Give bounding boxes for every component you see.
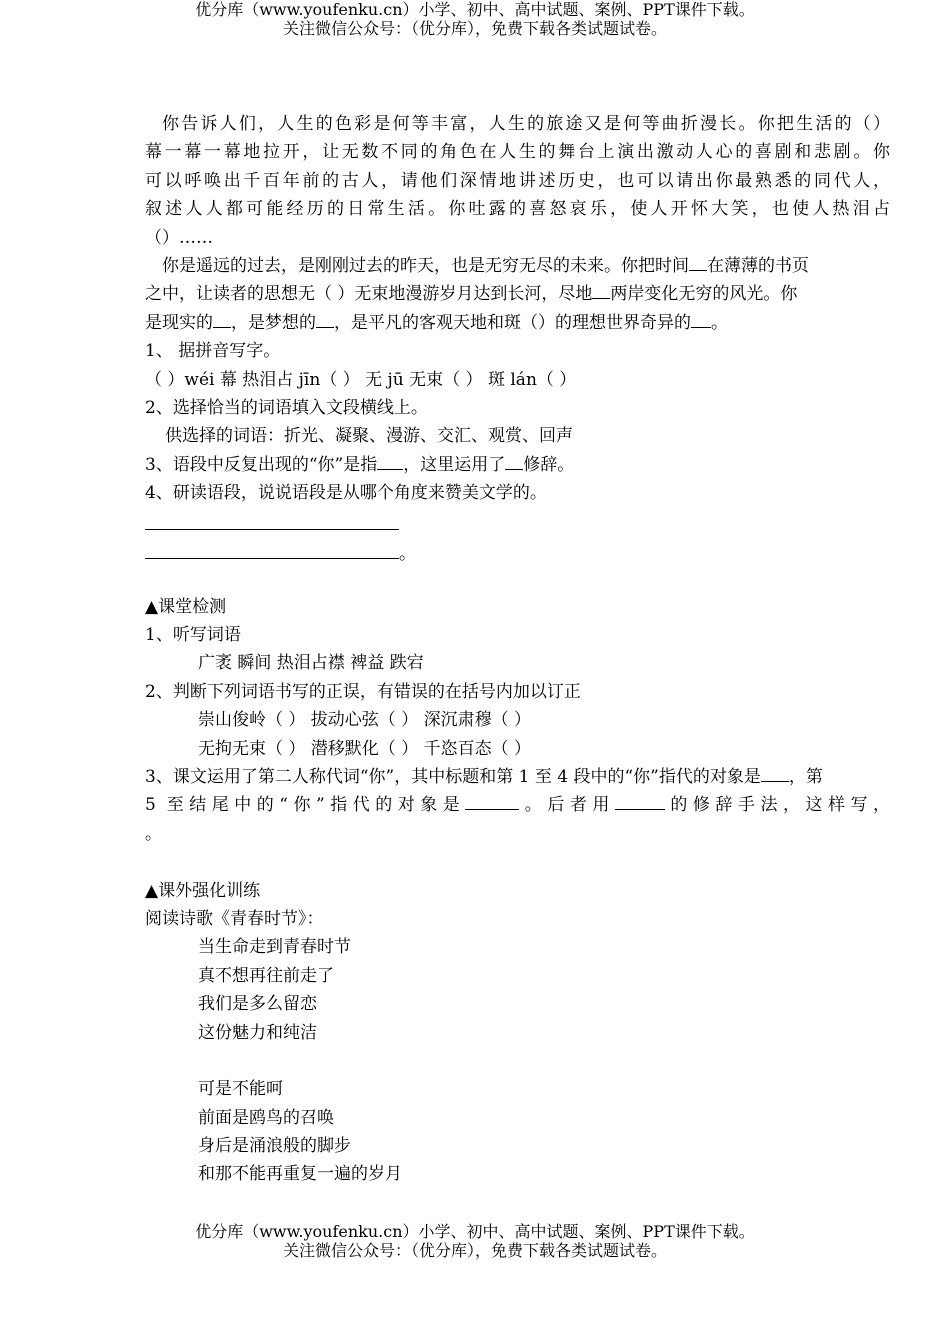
section-title: ▲课外强化训练 <box>145 880 261 901</box>
question-text: 5 至结尾中的“你”指代的对象是 <box>145 795 466 816</box>
question-2-words: 供选择的词语：折光、凝聚、漫游、交汇、观赏、回声 <box>165 426 573 447</box>
fill-blank[interactable] <box>691 311 711 328</box>
question-3 <box>145 451 890 479</box>
passage-text: 。 <box>711 312 728 333</box>
poem-line: 和那不能再重复一遍的岁月 <box>198 1164 402 1185</box>
answer-end: 。 <box>399 543 416 564</box>
fill-blank[interactable] <box>592 282 610 299</box>
question-text: 修辞。 <box>523 454 575 475</box>
classroom-question-2: 2、判断下列词语书写的正误，有错误的在括号内加以订正 <box>145 681 581 702</box>
fill-blank[interactable] <box>465 793 519 810</box>
passage-line: （）…… <box>145 227 213 248</box>
passage-text: 是现实的 <box>145 312 213 333</box>
passage-text: ，是梦想的 <box>231 312 316 333</box>
answer-line <box>145 536 890 564</box>
fill-blank[interactable] <box>377 453 403 470</box>
passage-line: 你告诉人们，人生的色彩是何等丰富，人生的旅途又是何等曲折漫长。你把生活的（） <box>162 114 890 134</box>
poem-line: 当生命走到青春时节 <box>198 937 351 958</box>
poem-line: 可是不能呵 <box>198 1079 283 1100</box>
answer-blank[interactable] <box>145 536 399 559</box>
fill-blank[interactable] <box>316 311 334 328</box>
passage-line <box>145 252 890 280</box>
poem-line: 前面是鸥鸟的召唤 <box>198 1107 334 1128</box>
question-1-items: （ ）wéi 幕 热泪占 jīn（ ） 无 jū 无束（ ） 斑 lán（ ） <box>145 369 577 390</box>
answer-blank[interactable] <box>145 507 399 530</box>
question-1: 1、 据拼音写字。 <box>145 341 281 362</box>
dictation-words: 广袤 瞬间 热泪占襟 裨益 跌宕 <box>198 653 424 674</box>
fill-blank[interactable] <box>761 765 789 782</box>
correction-row: 崇山俊岭（ ） 拔动心弦（ ） 深沉肃穆（ ） <box>198 710 532 731</box>
passage-text: 你是遥远的过去，是刚刚过去的昨天，也是无穷无尽的未来。你把时间 <box>162 255 689 276</box>
passage-text: 在薄薄的书页 <box>707 255 809 276</box>
passage-line: 可以呼唤出千百年前的古人，请他们深情地讲述历史，也可以请出你最熟悉的同代人， <box>145 170 890 191</box>
passage-text: ，是平凡的客观天地和斑（）的理想世界奇异的 <box>334 312 691 333</box>
header-line-2: 关注微信公众号：（优分库），免费下载各类试题试卷。 <box>282 19 667 38</box>
footer-line-2: 关注微信公众号：（优分库），免费下载各类试题试卷。 <box>282 1241 667 1260</box>
answer-line <box>145 507 890 535</box>
fill-blank[interactable] <box>689 254 707 271</box>
poem-line: 我们是多么留恋 <box>198 994 317 1015</box>
footer-line-1: 优分库（www.youfenku.cn）小学、初中、高中试题、案例、PPT课件下载。 <box>195 1222 755 1241</box>
passage-line: 幕一幕一幕地拉开，让无数不同的角色在人生的舞台上演出激动人心的喜剧和悲剧。你 <box>145 142 890 163</box>
poem-line: 这份魅力和纯洁 <box>198 1022 317 1043</box>
passage-line <box>145 309 890 337</box>
poem-line: 真不想再往前走了 <box>198 965 334 986</box>
header-line-1: 优分库（www.youfenku.cn）小学、初中、高中试题、案例、PPT课件下载。 <box>195 0 755 19</box>
fill-blank[interactable] <box>615 793 665 810</box>
correction-row: 无拘无束（ ） 潜移默化（ ） 千恣百态（ ） <box>198 738 532 759</box>
reading-questions <box>145 337 890 564</box>
passage-line: 叙述人人都可能经历的日常生活。你吐露的喜怒哀乐，使人开怀大笑，也使人热泪占 <box>145 199 890 220</box>
page-footer <box>0 1222 950 1260</box>
passage-text: 之中，让读者的思想无（ ）无束地漫游岁月达到长河，尽地 <box>145 284 593 305</box>
question-text: 3、语段中反复出现的“你”是指 <box>145 454 378 475</box>
classroom-question-3 <box>145 763 890 791</box>
passage-text: 两岸变化无穷的风光。你 <box>610 284 798 305</box>
classroom-test <box>145 593 890 849</box>
poem-line: 身后是涌浪般的脚步 <box>198 1136 351 1157</box>
page-header <box>0 0 950 38</box>
question-text: ，这里运用了 <box>403 454 506 475</box>
question-4: 4、研读语段，说说语段是从哪个角度来赞美文学的。 <box>145 483 547 504</box>
question-text: ，第 <box>788 766 823 787</box>
passage-line <box>145 280 890 308</box>
section-title: ▲课堂检测 <box>145 596 227 617</box>
question-2: 2、选择恰当的词语填入文段横线上。 <box>145 397 428 418</box>
extra-training <box>145 877 890 1189</box>
passage <box>145 110 890 337</box>
classroom-question-3-cont <box>145 791 890 819</box>
fill-blank[interactable] <box>505 453 523 470</box>
classroom-question-3-end: 。 <box>145 823 162 844</box>
question-text: 3、课文运用了第二人称代词“你”，其中标题和第 1 至 4 段中的“你”指代的对象是 <box>145 766 761 787</box>
document-body <box>145 110 890 1189</box>
fill-blank[interactable] <box>213 311 231 328</box>
classroom-question-1: 1、听写词语 <box>145 625 241 646</box>
question-text: 。后者用 <box>519 795 615 816</box>
question-text: 的修辞手法，这样写， <box>664 795 891 816</box>
poem-intro: 阅读诗歌《青春时节》： <box>145 908 324 929</box>
